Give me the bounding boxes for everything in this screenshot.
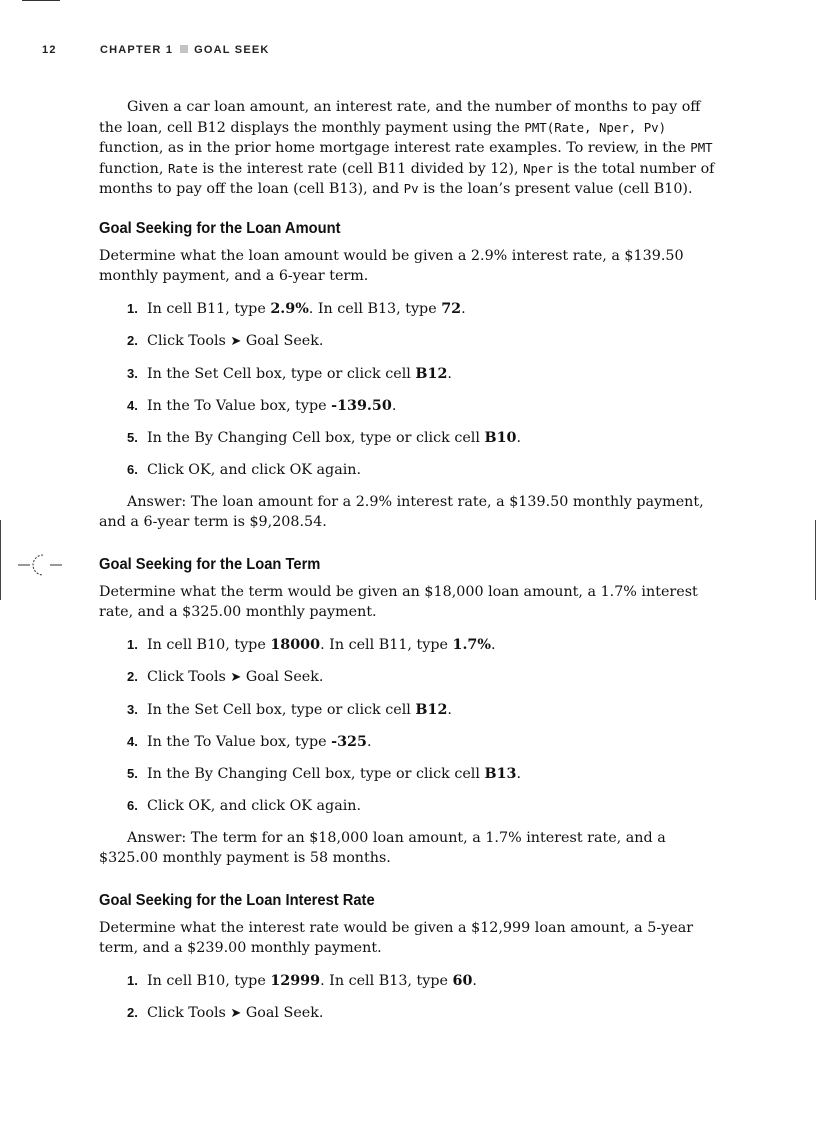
step-value: 2.9%: [270, 300, 309, 317]
step-value: -325: [331, 733, 367, 750]
running-head: [42, 44, 270, 56]
step-text: . In cell B13, type: [320, 972, 453, 989]
step-value: 72: [441, 300, 462, 317]
registration-mark-icon: [18, 553, 62, 577]
step-number: 4.: [127, 733, 138, 749]
step-value: B10: [484, 429, 517, 446]
intro-text: is the loan’s present value (cell B10).: [418, 181, 693, 197]
intro-paragraph: [99, 97, 724, 200]
section-loan-amount: [99, 219, 724, 533]
chapter-label: CHAPTER 1: [100, 44, 174, 56]
code-pv: Pv: [403, 181, 419, 196]
step-text: Goal Seek.: [241, 668, 324, 685]
step-item: [127, 331, 724, 353]
left-trim-line: [0, 520, 1, 600]
code-pmt: PMT: [690, 140, 713, 155]
step-number: 2.: [127, 668, 138, 684]
step-text: . In cell B11, type: [320, 636, 453, 653]
step-number: 1.: [127, 300, 138, 316]
step-text: Click Tools: [147, 668, 231, 685]
step-number: 6.: [127, 797, 138, 813]
step-item: [127, 299, 724, 320]
square-bullet-icon: [180, 45, 188, 53]
answer-paragraph: Answer: The loan amount for a 2.9% interest rate, a $139.50 monthly payment, and a 6-year term is $9,208.54.: [99, 493, 704, 530]
step-text: Click Tools: [147, 1004, 231, 1021]
step-text: . In cell B13, type: [308, 300, 442, 317]
step-number: 5.: [127, 429, 138, 445]
step-number: 6.: [127, 461, 138, 477]
step-text: Goal Seek.: [241, 332, 324, 349]
step-item: [127, 971, 724, 992]
step-number: 4.: [127, 397, 138, 413]
answer-paragraph: Answer: The term for an $18,000 loan amount, a 1.7% interest rate, and a $325.00 monthly payment is 58 months.: [99, 829, 666, 866]
step-text: .: [490, 636, 496, 653]
step-item: [127, 732, 724, 753]
code-pmt-signature: PMT(Rate, Nper, Pv): [524, 119, 667, 135]
step-value: 1.7%: [452, 636, 491, 653]
intro-text: function, as in the prior home mortgage interest rate examples. To review, in the: [99, 140, 691, 156]
step-text: In the To Value box, type: [147, 733, 332, 750]
steps-list: [99, 299, 724, 481]
step-text: In the Set Cell box, type or click cell: [147, 365, 416, 382]
step-text: In the Set Cell box, type or click cell: [147, 701, 416, 718]
step-value: 60: [452, 972, 473, 989]
step-text: .: [472, 972, 477, 989]
page-number: 12: [42, 44, 57, 56]
menu-arrow-icon: ➤: [230, 333, 242, 349]
intro-text: is the interest rate (cell B11 divided by 12),: [197, 160, 524, 177]
chapter-title: GOAL SEEK: [194, 44, 270, 56]
step-text: Click OK, and click OK again.: [147, 461, 362, 478]
section-heading: Goal Seeking for the Loan Interest Rate: [99, 891, 375, 909]
step-value: B12: [415, 365, 448, 382]
step-text: In the To Value box, type: [147, 397, 332, 414]
step-text: .: [461, 300, 466, 317]
step-item: [127, 364, 724, 385]
intro-text: function,: [99, 160, 168, 177]
step-value: B12: [415, 701, 448, 718]
step-text: In cell B10, type: [147, 636, 271, 653]
section-heading: Goal Seeking for the Loan Amount: [99, 219, 341, 237]
step-item: [127, 796, 724, 817]
step-value: -139.50: [331, 397, 392, 414]
step-text: .: [447, 701, 452, 718]
step-text: In cell B11, type: [147, 300, 271, 317]
step-text: In the By Changing Cell box, type or click cell: [147, 765, 485, 782]
step-number: 5.: [127, 765, 138, 781]
step-number: 2.: [127, 1004, 138, 1020]
step-value: B13: [484, 765, 517, 782]
code-rate: Rate: [167, 160, 198, 176]
step-value: 12999: [270, 972, 321, 989]
step-number: 1.: [127, 636, 138, 652]
menu-arrow-icon: ➤: [230, 669, 242, 685]
section-heading: Goal Seeking for the Loan Term: [99, 555, 321, 573]
step-value: 18000: [270, 636, 321, 653]
step-item: [127, 428, 724, 449]
section-loan-interest-rate: [99, 891, 724, 1025]
step-text: Click Tools: [147, 332, 231, 349]
code-nper: Nper: [523, 160, 553, 176]
step-number: 3.: [127, 701, 138, 717]
top-rule: [22, 0, 60, 1]
section-description: Determine what the loan amount would be given a 2.9% interest rate, a $139.50 monthly payment, and a 6-year term.: [99, 247, 684, 284]
step-number: 2.: [127, 332, 138, 348]
step-number: 1.: [127, 972, 138, 988]
menu-arrow-icon: ➤: [230, 1005, 242, 1021]
steps-list: [99, 635, 724, 817]
step-item: [127, 764, 724, 785]
step-item: [127, 1003, 724, 1025]
section-description: Determine what the interest rate would be given a $12,999 loan amount, a 5-year term, and a $239.00 monthly payment.: [99, 919, 694, 956]
step-text: .: [391, 397, 397, 414]
step-text: Goal Seek.: [241, 1004, 324, 1021]
step-item: [127, 460, 724, 481]
step-text: .: [516, 765, 522, 782]
step-text: Click OK, and click OK again.: [147, 797, 362, 814]
step-text: In cell B10, type: [147, 972, 271, 989]
step-text: .: [516, 429, 522, 446]
section-loan-term: [99, 555, 724, 869]
step-item: [127, 667, 724, 689]
step-text: .: [366, 733, 372, 750]
main-content: [99, 97, 724, 1036]
step-item: [127, 396, 724, 417]
step-item: [127, 635, 724, 656]
intro-text: Given a car loan amount, an interest rate, and the number of months to pay off the loan, cell B12 displays the monthly payment using the: [99, 99, 701, 136]
steps-list: [99, 971, 724, 1025]
step-text: In the By Changing Cell box, type or click cell: [147, 429, 485, 446]
step-number: 3.: [127, 365, 138, 381]
intro-text: is the total number of months to pay off the loan (cell B13), and: [99, 160, 715, 197]
section-description: Determine what the term would be given an $18,000 loan amount, a 1.7% interest rate, and a $325.00 monthly payment.: [99, 583, 698, 620]
step-text: .: [447, 365, 452, 382]
step-item: [127, 700, 724, 721]
